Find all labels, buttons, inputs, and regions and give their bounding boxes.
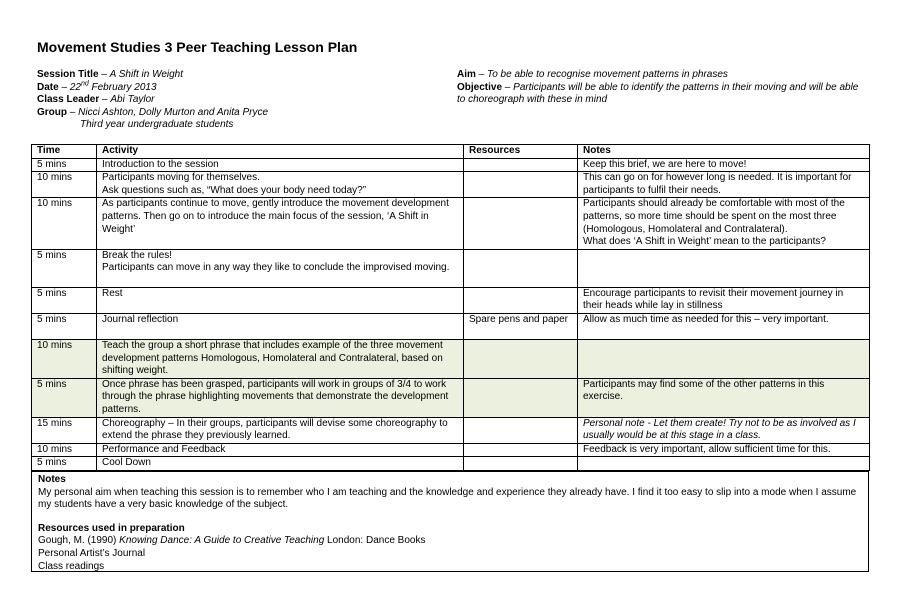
reference-item: Personal Artist’s Journal bbox=[38, 547, 146, 559]
date-rest: February 2013 bbox=[91, 81, 157, 93]
date-suffix: nd bbox=[80, 80, 89, 88]
date-day: 22 bbox=[69, 81, 81, 93]
notes-text: My personal aim when teaching this session is to remember who I am teaching and the knowledge and experience they already have. I find it too easy to slip into a mode when I assume my students have a very basic knowledge of the subject. bbox=[38, 486, 857, 511]
time-cell: 10 mins bbox=[32, 339, 97, 378]
notes-section bbox=[31, 471, 869, 572]
activity-cell: Participants moving for themselves. Ask questions such as, “What does your body need today?” bbox=[97, 172, 464, 198]
activity-cell: Choreography – In their groups, participants will devise some choreography to extend the phrase they previously learned. bbox=[97, 417, 464, 443]
time-cell: 15 mins bbox=[32, 417, 97, 443]
activity-cell: As participants continue to move, gently introduce the movement development patterns. Then go on to introduce the main focus of the session, ‘A Shift in Weight’ bbox=[97, 198, 464, 249]
objective-value: Participants will be able to identify the patterns in their moving and will be able to choreograph with these in mind bbox=[457, 81, 859, 106]
session-title-value: A Shift in Weight bbox=[109, 69, 184, 80]
time-cell: 10 mins bbox=[32, 198, 97, 249]
reference-item bbox=[38, 535, 862, 548]
notes-cell: Participants may find some of the other patterns in this exercise. bbox=[578, 378, 870, 417]
objective-label: Objective bbox=[457, 81, 503, 93]
resources-heading: Resources used in preparation bbox=[38, 522, 185, 534]
table-row bbox=[32, 417, 870, 443]
table-row bbox=[32, 172, 870, 198]
time-cell: 5 mins bbox=[32, 249, 97, 287]
ref-author: Gough, M. (1990) bbox=[38, 535, 120, 547]
table-row bbox=[32, 339, 870, 378]
header-activity: Activity bbox=[97, 145, 464, 159]
activity-cell: Cool Down bbox=[97, 457, 464, 471]
time-cell: 5 mins bbox=[32, 313, 97, 339]
header-resources: Resources bbox=[464, 145, 578, 159]
notes-cell: Feedback is very important, allow sufficient time for this. bbox=[578, 443, 870, 457]
activity-cell: Performance and Feedback bbox=[97, 443, 464, 457]
table-row bbox=[32, 378, 870, 417]
notes-cell: Encourage participants to revisit their movement journey in their heads while lay in stillness bbox=[578, 287, 870, 313]
activity-cell: Break the rules! Participants can move in any way they like to conclude the improvised moving. bbox=[97, 249, 464, 287]
aim-value: To be able to recognise movement patterns in phrases bbox=[487, 69, 728, 80]
resources-cell bbox=[464, 378, 578, 417]
date-label: Date bbox=[37, 81, 59, 93]
session-info: Session Title – A Shift in Weight Date – 22nd February 2013 Class Leader – Abi Taylor Group – Nicci Ashton, Dolly Murton and Anita Pryce Third year undergraduate students bbox=[37, 69, 269, 131]
time-cell: 10 mins bbox=[32, 172, 97, 198]
table-row bbox=[32, 457, 870, 471]
activity-cell: Journal reflection bbox=[97, 313, 464, 339]
header-time: Time bbox=[32, 145, 97, 159]
resources-cell bbox=[464, 339, 578, 378]
table-row bbox=[32, 287, 870, 313]
resources-cell bbox=[464, 417, 578, 443]
notes-heading: Notes bbox=[38, 474, 66, 485]
activity-cell: Teach the group a short phrase that includes example of the three movement development patterns Homologous, Homolateral and Contralateral, based on shifting weight. bbox=[97, 339, 464, 378]
notes-cell bbox=[578, 457, 870, 471]
resources-cell bbox=[464, 443, 578, 457]
session-title-label: Session Title bbox=[37, 69, 99, 80]
table-row bbox=[32, 313, 870, 339]
ref-publisher: London: Dance Books bbox=[324, 535, 426, 547]
notes-cell: This can go on for however long is needed. It is important for participants to fulfil their needs. bbox=[578, 172, 870, 198]
time-cell: 5 mins bbox=[32, 287, 97, 313]
table-row bbox=[32, 198, 870, 249]
notes-cell bbox=[578, 339, 870, 378]
notes-cell: Participants should already be comfortable with most of the patterns, so more time should be spent on the most three (Homologous, Homolateral and Contralateral). What does ‘A Shift in Weight’ mean to the participants? bbox=[578, 198, 870, 249]
notes-cell: Allow as much time as needed for this – very important. bbox=[578, 313, 870, 339]
time-cell: 5 mins bbox=[32, 457, 97, 471]
page-title: Movement Studies 3 Peer Teaching Lesson Plan bbox=[37, 39, 358, 55]
activity-cell: Once phrase has been grasped, participants will work in groups of 3/4 to work through the phrase highlighting movements that demonstrate the development patterns. bbox=[97, 378, 464, 417]
notes-cell: Keep this brief, we are here to move! bbox=[578, 158, 870, 172]
resources-cell: Spare pens and paper bbox=[464, 313, 578, 339]
group-label: Group bbox=[37, 106, 67, 118]
reference-item: Class readings bbox=[38, 560, 105, 572]
group-value-2: Third year undergraduate students bbox=[80, 119, 234, 131]
notes-cell: Personal note - Let them create! Try not to be as involved as I usually would be at this stage in a class. bbox=[578, 417, 870, 443]
activity-cell: Introduction to the session bbox=[97, 158, 464, 172]
ref-title: Knowing Dance: A Guide to Creative Teaching bbox=[119, 535, 325, 547]
aim-label: Aim bbox=[457, 69, 476, 80]
aims-info: Aim – To be able to recognise movement patterns in phrases Objective – Participants will be able to identify the patterns in their moving and will be able to choreograph with these in mind bbox=[457, 69, 859, 106]
class-leader-value: Abi Taylor bbox=[110, 94, 155, 106]
table-row bbox=[32, 443, 870, 457]
notes-cell bbox=[578, 249, 870, 287]
time-cell: 5 mins bbox=[32, 158, 97, 172]
resources-cell bbox=[464, 172, 578, 198]
header-notes: Notes bbox=[578, 145, 870, 159]
resources-cell bbox=[464, 158, 578, 172]
table-row bbox=[32, 249, 870, 287]
resources-cell bbox=[464, 287, 578, 313]
lesson-plan-table bbox=[31, 144, 870, 471]
activity-cell: Rest bbox=[97, 287, 464, 313]
resources-cell bbox=[464, 249, 578, 287]
time-cell: 5 mins bbox=[32, 378, 97, 417]
resources-cell bbox=[464, 198, 578, 249]
group-value: Nicci Ashton, Dolly Murton and Anita Pryce bbox=[78, 106, 269, 118]
table-row bbox=[32, 158, 870, 172]
time-cell: 10 mins bbox=[32, 443, 97, 457]
resources-cell bbox=[464, 457, 578, 471]
table-header-row bbox=[32, 145, 870, 159]
class-leader-label: Class Leader bbox=[37, 94, 100, 106]
